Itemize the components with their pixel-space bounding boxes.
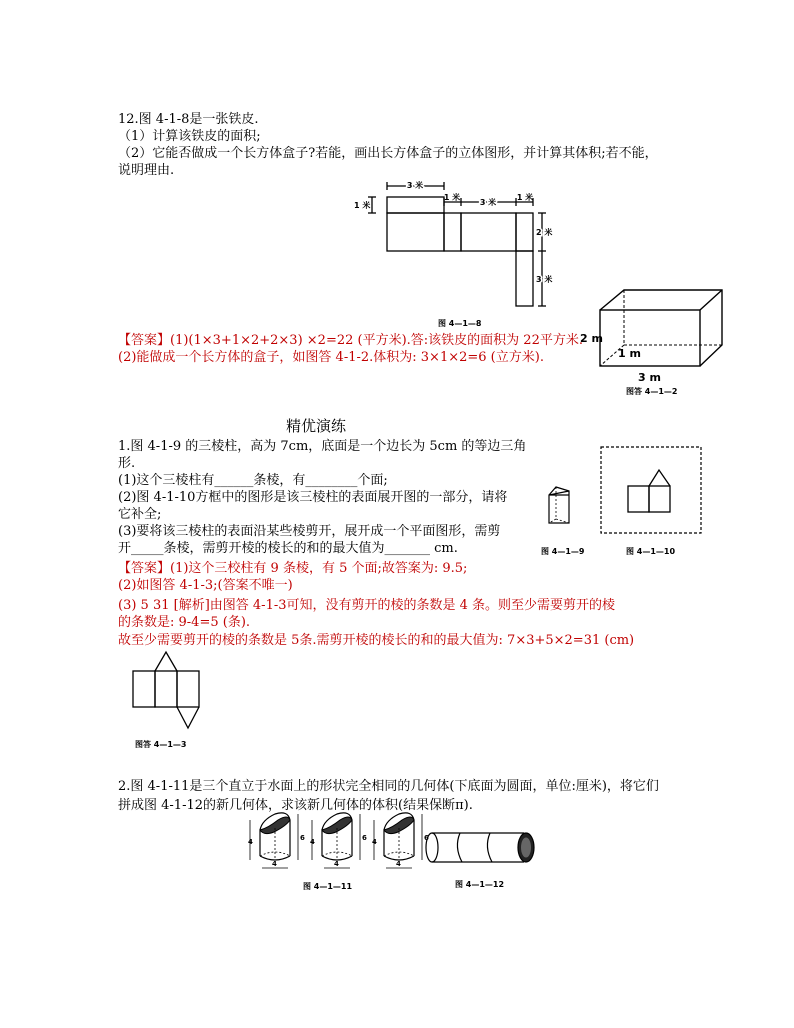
figure-answer-4-1-3 xyxy=(128,648,213,738)
label-right1: 2 米 xyxy=(536,228,553,237)
caption-4-1-11: 图 4—1—11 xyxy=(303,882,353,891)
q1-line3: (1)这个三棱柱有______条棱，有________个面; xyxy=(118,473,388,488)
q1-line4: (2)图 4-1-10方框中的图形是该三棱柱的表面展开图的一部分，请将 xyxy=(118,490,508,505)
q1-line5: 它补全; xyxy=(118,507,162,522)
q1-line1: 1.图 4-1-9 的三棱柱，高为 7cm，底面是一个边长为 5cm 的等边三角 xyxy=(118,439,527,454)
q12-part2b: 说明理由. xyxy=(118,163,175,178)
label-left: 1 米 xyxy=(354,201,371,210)
box-label-width: 3 m xyxy=(638,371,661,384)
q12-part1: （1）计算该铁皮的面积; xyxy=(118,129,261,144)
q12-answer2: (2)能做成一个长方体的盒子，如图答 4-1-2.体积为: 3×1×2=6 (立方米). xyxy=(118,350,544,365)
q12-part2: （2）它能否做成一个长方体盒子?若能，画出长方体盒子的立体图形，并计算其体积;若不能， xyxy=(118,146,658,161)
caption-4-1-12: 图 4—1—12 xyxy=(455,880,505,889)
figure-4-1-12 xyxy=(424,828,540,868)
label-top: 3 米 xyxy=(406,181,424,190)
figure-4-1-10 xyxy=(598,444,704,536)
caption-4-1-9: 图 4—1—9 xyxy=(541,547,585,556)
q1-answer1: 【答案】(1)这个三校柱有 9 条棱，有 5 个面;故答案为: 9.5; xyxy=(118,561,468,576)
q12-title: 12.图 4-1-8是一张铁皮. xyxy=(118,112,259,127)
q1-line6: (3)要将该三棱柱的表面沿某些棱剪开，展开成一个平面图形，需剪 xyxy=(118,524,501,539)
q2-line2: 拼成图 4-1-12的新几何体，求该新几何体的体积(结果保断π). xyxy=(118,798,473,813)
q1-answer2: (2)如图答 4-1-3;(答案不唯一) xyxy=(118,578,293,593)
caption-answer-4-1-2: 图答 4—1—2 xyxy=(626,387,678,396)
q12-answer1: 【答案】(1)(1×3+1×2+2×3) ×2=22 (平方米).答:该铁皮的面积为 22平方米. xyxy=(118,333,583,348)
figure-4-1-11 xyxy=(248,808,426,878)
figure-4-1-8 xyxy=(350,178,560,318)
section-title: 精优演练 xyxy=(286,417,347,435)
caption-4-1-10: 图 4—1—10 xyxy=(626,547,676,556)
q1-line7: 开_____条棱，需剪开棱的棱长的和的最大值为_______ cm. xyxy=(118,541,458,556)
q1-answer3: (3) 5 31 [解析]由图答 4-1-3可知，没有剪开的棱的条数是 4 条。则至少需要剪开的棱 xyxy=(118,598,616,613)
box-label-height: 2 m xyxy=(580,332,603,345)
q2-line1: 2.图 4-1-11是三个直立于水面上的形状完全相同的几何体(下底面为圆面，单位:厘米)，将它们 xyxy=(118,779,659,794)
label-mid1: 1 米 xyxy=(443,193,461,202)
label-right2: 3 米 xyxy=(536,275,553,284)
label-mid3: 1 米 xyxy=(516,193,534,202)
q1-answer5: 故至少需要剪开的棱的条数是 5条.需剪开棱的棱长的和的最大值为: 7×3+5×2=31 (cm) xyxy=(118,633,635,648)
label-mid2: 3 米 xyxy=(479,198,497,207)
figure-answer-4-1-2 xyxy=(578,285,728,390)
box-label-depth: 1 m xyxy=(618,347,641,360)
caption-answer-4-1-3: 图答 4—1—3 xyxy=(135,740,187,749)
q1-line2: 形. xyxy=(118,456,136,471)
caption-4-1-8: 图 4—1—8 xyxy=(438,319,482,328)
figure-4-1-9 xyxy=(545,483,575,528)
q1-answer4: 的条数是: 9-4=5 (条). xyxy=(118,615,251,630)
